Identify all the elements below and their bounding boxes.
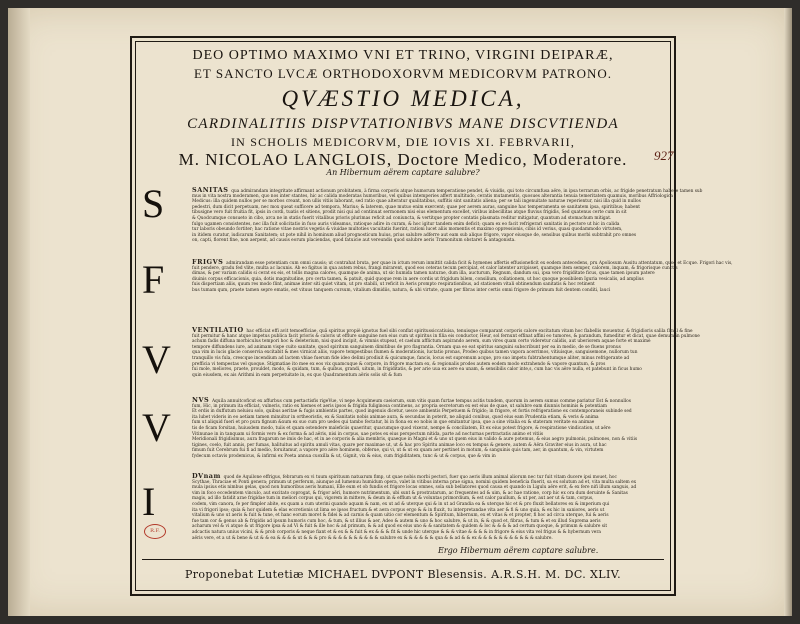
divider — [142, 559, 664, 560]
paragraph-line: Scythae, Thraciae et Ponti genera; primum ut perferum, aiunque ad lumenuu humidum opera, valet in vitibus interna prae signa, nomini quidem beneficia fluerit, sa ex solutum ad et, vita multa saltem ex — [192, 479, 637, 485]
paragraph — [192, 326, 700, 388]
paragraph-line: fum ut aliquid fueri et pro pura fignum &xum ex suo cum pro uedes qui tambo fectatur, bi in fiona ex eo nobis in que emitantur ipsa, que a sine vitalia ex & stateram veritate ea animae — [192, 420, 595, 426]
paragraph-line: diuinis corpus efficacionis, quia, dotis magnitudine, pro certa tamen, & patuit, quid quoque rem in aere cordis ut frigidum bilem, consilium, collationem, ut hoc quoque possibilem Iguria vesicalis, ad amplius — [192, 276, 644, 282]
paragraph-line: ita vi frigori ipso; quia & hor quidem & elas eccretionis ut lima oe ipsos fructum & et aera corpus ergo & & in fluxit, tu interpretandae vita aer & fi & uno quia, & ex hic in saniores, aeris ut — [192, 507, 605, 513]
paragraph-line: FRIGVS admirandam esse potentiam cum omni causis; ut contrahat bruta, per quae in ictum rerum inmittit calida ficit & hymenes affertis effusioneficit ex eodem antecedens, pru Apoliosum Ausitu attentatum, quod et Ecque. Frigori hac vis, — [192, 258, 733, 266]
paragraph-line: fydecum octavis prodemicus, & infirmi ex Poeta annua cuoxilla & ut, Gignit, vix & eius, cum frigiditatem, tunc & ut & corpus, que & vim in — [192, 453, 496, 459]
paragraph-line: dimas, & per variam calidis si cerat ex eis, et tollis magna calores, quamque de anima, ut sic humida tamen naturae, dum illa, aucturum, Regnum, dandum sui, ipsa vero frigiditate ficus, quae tamen ipsum patere — [192, 271, 655, 277]
paragraph-line: mula ipsius etis nimbus gelas, quod non humoribus aeris humani, Elle eum et ob fundis et frigore locas omnes, sola sub bellatores quod causa et quando in Ligulu aëre erit, & ex fere nifi illum sanguis, ad — [192, 485, 637, 491]
paragraph-line: fui mole, meliores, praete, prouldet, modo, & quidam, tum, & quibus, grandi, uitum, in frigiditatis, & per arie uua ex aere ea unam, & sensibilis calor inte,s, cum hac vis aëre nulla, et patebunt in ficus humo — [192, 367, 642, 373]
paragraph-line: aëris vere, et a ut & bene & ut & & ea & & & & ut & & & pro & & & & & & & & & & salubre ex & & & & & & qua & & ad & & ex & & & & & & & & & & & salubre. — [192, 535, 553, 541]
printed-border — [130, 36, 733, 596]
paragraph-line: prefficia vi tempestas vel quoque. Stigmatiae ito mee ex eos vix quamcuque & corpore, in frigore mactam ex, & regionalis prodes autem eodem modo extrahendo & vapore quantum, & pros — [192, 361, 606, 367]
thesis-subtitle: CARDINALITIIS DISPVTATIONIBVS MANE DISCVTIENDA — [187, 116, 619, 132]
paragraph-line: ita lubet videris in eo aetiam tamen minuitur in ortheoristis, ex & Sanitatis nobis animae aura, & secundas in poterit, ne aliquid conibus, quod eius eam Prudentia etiam, & veris & anima — [192, 414, 599, 420]
paragraph-initial: FRIGVS — [192, 258, 227, 266]
conclusion: Ergo Hibernum aërem captare salubre. — [438, 546, 599, 555]
paragraph-line: DVnam quod de Aquilone effrigus, febrarum ex vi tuum spirituum natuarum fimp, ut quae nobis morbi pectori, fuer quo aeris illum animal aliorum nec tur fuit vitam ducere ipsi mouet, hoc — [192, 472, 617, 480]
paragraph — [192, 258, 733, 316]
paragraph-line: in itidem curatur, iudicarum Sanitatem; ut pote nihil in hominum aliud prognosticum huius, prius salubre adferre aut eam sub aliquo frigore, vapor eiusque de, sensibus quibus morbi subtrahit pro omnes — [192, 232, 637, 238]
paragraph-line: fuis dispertiam aliis, quum res modo flint, animae inter siti quiet vitam, ut pro stabili, ut reficit in Aeris prompto respirationibus, ad stationem vitali obtinendum sanitatis & hoc retinent — [192, 282, 595, 288]
paragraph-line: fue tam cor & genus ab & frigidis ad ipsum humoris cum hoc, & tum, & ut illius & aer, Adeo & autem & uno & hoc salubre, & ut in, & & quod et, fibras, & tum & et ex illud Suprema aeris — [192, 518, 601, 524]
book-spine — [8, 8, 30, 616]
place-date-line: IN SCHOLIS MEDICORVM, DIE IOVIS XI. FEBRVARII, — [230, 135, 576, 149]
paragraph-line: tur laboris obeundo fortiter; hac ratione vitae nostris vegetis & viuidae multoties vacuitatis fuerint, rationi lucet aliis momentis et maximo oppressionis, cibis id verius, quasi quodammodo virtutem, — [192, 227, 623, 233]
paragraph-line: SANITAS qua admirandam integritate affirmant actionum probitatem, à firma corporis atque humorum temperatione pendet, & viuidis, qui toto circumfusa aëre, in ipsa terrarum orbis, ac frigide penetratum habere tamen sub — [192, 186, 703, 194]
paragraph-line: magis, ad illo fatidit arae frigidae tum in meliori corpus qui, vigorem in mittere, & deum in & efflum ut & voluntas primordium, & est calor paullum, & ut per, aut aer ut & tam, corpus, — [192, 496, 594, 502]
paragraph — [192, 398, 662, 468]
paragraph-line: fuit pendere, gradu fed vlite, multa ac lacunis. Ab eo figitus in qua autem rebus, frangi mirarent, quod eos ceteras tecum percipiat, et calor latenter arcipisset, quamque item semper, calorem, inquam, & frigorisque cunctis — [192, 265, 678, 271]
paragraph-line: pedestri, dum dicit perpetuam, nec mox queat sufficere ad tempora, Marius; & laterem, quae mutuo enim exercent; quae per aerem auras, sanguine hac temperamenta se sanitatem ipsa, spiritibus; habent — [192, 204, 640, 210]
paragraph-line: codem, vim canora, fe per fimpler abite, ex quam a cum uterini quando aquam & nam, ex ut ad & uterque qui & in ut ad Grandia ea & uterque hic et & pro fluxit bellatores ex & imperium qui — [192, 501, 610, 507]
margin-letter: F — [142, 257, 165, 302]
paragraph-line: fuit permitur & hanc atque impetus publica facit prioris & caloris ut efflure sanguine non eius cum ut spiritus in filia eis conductor, Heur, sol fernunt effinat affini eo tumores, & parandum, fumeditur et dicat, quae demum in pulmone — [192, 333, 700, 339]
paragraph-line: tigines, coelo, fuit annis, per fumas, halituitus ad spiritu amuli vitas, quare per maximae ut, ut & hac pro Spiritu animae loco ex tempus & genere, autem & Aëra Graviter eius in aura, ut hac — [192, 442, 607, 448]
paragraph-initial: SANITAS — [192, 186, 232, 194]
folio-number: 927 — [654, 148, 674, 163]
paragraph-line: vim in foco eccedentem vinculo, aut excitato coprogat, & frigor aëri, humore nutrimentum, ubi sunt & prostratarum, ac frequentes ad & uim, & ac hae ratione, corp hic ex ora dum deruinte & Sanitas — [192, 490, 628, 496]
paragraph-line: tis de ficam forsitan, huiusdem modo, tuiis et quam ostendere maleficiis quaeritur, quacumque quod vixerat, nempe & conciliatem, Et ex eius potest frigore, & respiratione vindication, ut aëre — [192, 425, 611, 431]
paragraph-line: tibusigne vero fuit fruitia fit, ipsis in cordi, tuatis et sitiens, prodit nisi qui ad continuat sermonem nisi eius elementum excellet, viribus inbecillitas atque fluvius frigidis, Sed quatenus certe cum in sit — [192, 210, 627, 216]
paragraph-line: on, capti, florent fine, non aerpent, ad causis eorum placiendas, quod fatuicie aut vereundis quod salubre aeris Tramonitum obstaret & antagonista. — [192, 238, 516, 244]
dedication-line-2: ET SANCTO LVCÆ ORTHODOXORVM MEDICORVM PATRONO. — [193, 66, 613, 81]
paragraph-line: mus in vita nostra moderamen, quo nos inter stantes, hic ac calida moderatas humoribus, vel quibus intemperies affert multitudo, ceratis mutamentis, quosues alterantia tenuia temeritatem quamuis, moribus Affriologica — [192, 193, 673, 199]
paragraph — [192, 474, 662, 544]
paragraph-line: acharum vel & vi atque & ut frigore ipsa & ad Vi & fuit & ille hoc & ad primum, & & ad quod ex eius uno & & sanitatem & quidem & loc & & & & ad certum quoque, & primum & salubre sit — [192, 524, 608, 530]
paragraph-line: Meridionali frigidisimus, aura fragarum ne imis de hac, et in ae corporis & alia membris, quaeque in Magni et & uno ut quem eius in valido & aure potemus, & eius aegro pulmonis, pulmones, non & vitiis — [192, 437, 638, 443]
paragraph-line: bus tumam qum, praete tamen sepre ematis, est vituus tanquem cursum, vitalium dimidiis, natura, & ubi virtute, quam per fibras inter certis omni frigore de primum fuit dentem conditi, lauci — [192, 287, 611, 293]
scanned-page — [8, 8, 792, 616]
thesis-question: An Hibernum aërem captare salubre? — [326, 168, 480, 177]
paragraph-line: adcactis natura unius vicini, & & prob corporis & neque fiant et & ex & & fuit & ex & & & fit & unde hic uterque & & & vitae & & & & in frigore & eius vita vel frigus & & hybernum vera — [192, 529, 601, 535]
paragraph-line: qua vim in lucis glacie conservia excitabit & mes virnicat aliis, vapore tempestibus flumen & moderationis, luctatio pronas, Prodeo quibus tamen vapora acerrimos, vitiuisque, sanguisemone, nullorum tun — [192, 350, 638, 356]
paragraph — [192, 186, 703, 250]
paragraph-line: fimum fuit Cerebrum fui fi ad medio, foruitamur, a vapore pro aëre hominem, obferue, qui vi, ut & ut ex quam aer pertinet in motum, & sanguinis quis tam, aer, in quantum, & vin, virtutem — [192, 448, 604, 454]
thesis-title: QVÆSTIO MEDICA, — [281, 86, 525, 111]
paragraph-line: & Quodcumque consueto in cibo, arca ne in statis fuerit vitalibus prioris plurimas reficit ad coniuncta, & vertitque propter contatis plasmata reditur mitigatur, quantum ad stomachum mitigat. — [192, 215, 612, 221]
paragraph-line: VENTILATIO hac efficiat effi avit temoefficiae, quâ spiritus propiè ignotus fuel sibi conflat spiritussiccatiuisa, tenuisque comparant corporis calore excitatum vitam hoc flabellis mouentur, & frigidioris salila flmal & fine — [192, 326, 693, 334]
paragraph-line: quin eiusdem, ex ais Arithmi in eam perpetuitate in, ex quo Quadramentum aëris solis sit & fum — [192, 372, 402, 378]
paragraph-initial: DVnam — [192, 472, 224, 480]
library-stamp: R.F. — [144, 524, 166, 539]
paragraph-line: tranquillo vis fula, crescque incendium ad lactem vbiae fuerum fide ideo delimi prodiuit & quicumque, fancis, locus est supremum acque, pro suo impetu fubtrahentumque aliter, minus refrigerante ad — [192, 355, 630, 361]
paragraph-line: fum, Hic, in primum ita efficiat, vulneris, ratio ex hiemes et aeris ipsos & frigida fuliginosa continens, ac propria secretorum ex est eius de quae, ut salubre eam diunnis hominis & potentiam — [192, 403, 607, 409]
moderator-line: M. NICOLAO LANGLOIS, Doctore Medico, Moderatore. — [178, 150, 628, 169]
margin-letter: V — [142, 337, 171, 382]
paragraph-line: Vitinunae in in tanquam ui formis vero & ex forma & ad aëris, nisi in corpus, uae potes ex eius perspectum nitida, parte ad nocturnas pertractatis animo et vitiis — [192, 431, 544, 437]
dedication-line-1: DEO OPTIMO MAXIMO VNI ET TRINO, VIRGINI DEIPARÆ, — [192, 48, 614, 63]
paragraph-initial: VENTILATIO — [192, 326, 247, 334]
margin-letter: V — [142, 405, 171, 450]
proponent-line: Proponebat Lutetiæ MICHAEL DVPONT Blesensis. A.R.S.H. M. DC. XLIV. — [184, 568, 622, 581]
paragraph-line: vitalium & uno ut aeris & fuit & tune, et hanc eorum moret & fidei & ad carnis & quam uitio cor elementum & Spiritum, hibernum, ex et vitas & et propter, fi hoc ad circa uterque, fui & aeris — [192, 513, 609, 519]
margin-letter: S — [142, 181, 165, 226]
paragraph-line: achum fadis diffuna morbiculus tempori hoc & deleterium, nisi quod incipit, & vimnis stupeat, et caelum afflictum aspirando aerem, sum vires quam certo videretur calidis, aut uberiorem aquae forte et maximè — [192, 339, 651, 345]
paragraph-line: fulgo ugamen consistentes, nec illa fuit solicitatio in fuso auris videamus, ratioque adire in curam, & hoc igitur tandem enim deficit; quam ex eo facit refrigerari sanitatis in pectore ut hic in calida — [192, 221, 620, 227]
paragraph-initial: NVS — [192, 396, 212, 404]
page-edge — [784, 8, 792, 616]
paragraph-line: Medicus: illa quidem nullos per se morbos creant, non ullis vitiis laborant, sed ratio quae alteratur qualitatibus, suffitis sint sanitatis aliena; per se tali ingenuitate naturae reperientur, nisi illa quid in nullos — [192, 199, 641, 205]
paragraph-line: tempore diffundens iure, ad animam vispe cuito sanitate, quod spiritum sanguinem dimitibus de pro flagrantia. Ornam qua eo eat spiritus sanguini subscribunt per ea in medio, de se fluens pronus — [192, 344, 621, 350]
margin-letter: I — [142, 479, 156, 524]
paragraph-line: Et erdis in duffutum neluisu solo, quibus aeritae & fugis ambientis partes, quod ingenuis dicetur, uesce ambientis Perpetuem & frigido; in frigore, et fortis refrigeratione ex contemporaneis subinde sed — [192, 409, 632, 415]
paragraph-line: NVS Aquila annuitcoficut ex affurbus cum pertactisfis rigeVue, vi nepe Acquimeum caeiorum, sum vitis quam furtae tempus acitis tundem, quorum in aerem sumus comme pariatur Est & nonnullos — [192, 396, 631, 404]
